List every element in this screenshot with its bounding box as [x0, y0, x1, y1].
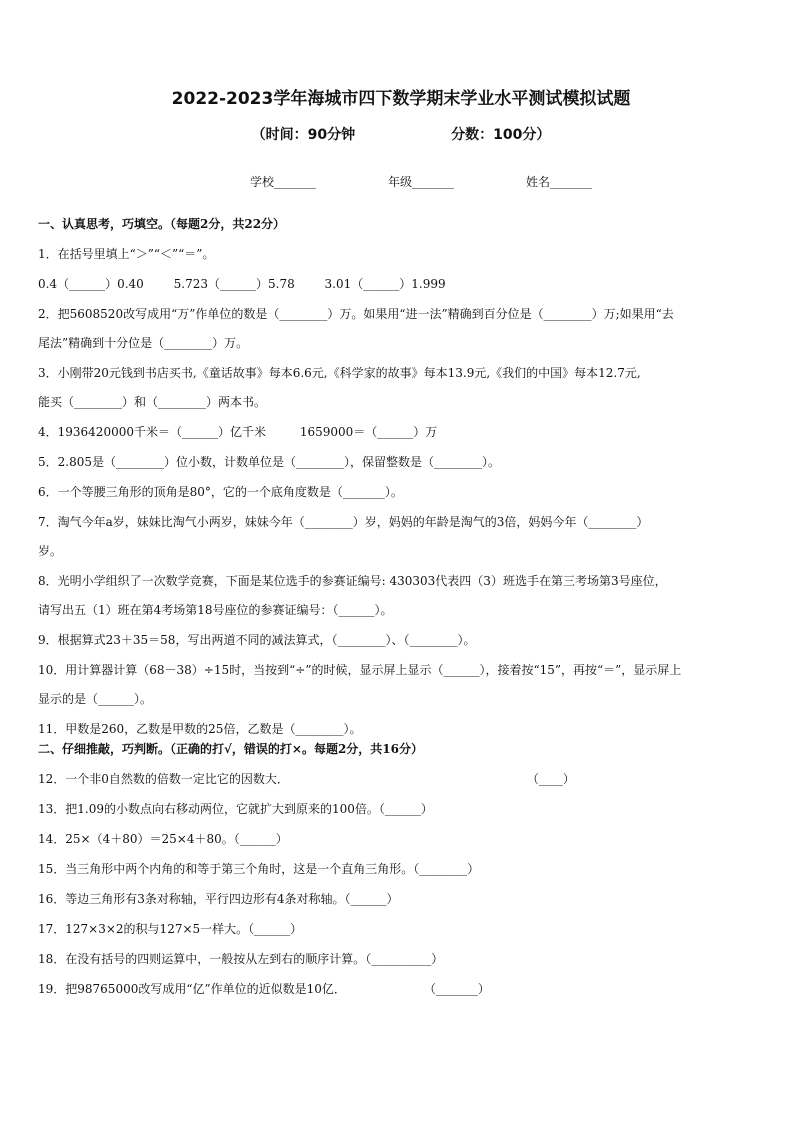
- question-8-line-2: 请写出五（1）班在第4考场第18号座位的参赛证编号：（______）。: [38, 603, 393, 617]
- question-11: 11．甲数是260，乙数是甲数的25倍，乙数是（________）。: [38, 722, 362, 736]
- section-2-heading: 二、仔细推敲，巧判断。（正确的打√，错误的打×。每题2分，共16分）: [38, 742, 423, 756]
- question-2: [38, 306, 764, 351]
- question-12-answer-blank[interactable]: （____）: [532, 772, 575, 786]
- question-14: 14．25×（4＋80）＝25×4＋80。（______）: [38, 832, 288, 846]
- question-17: 17．127×3×2的积与127×5一样大。（______）: [38, 922, 303, 936]
- question-3-line-2: 能买（________）和（________）两本书。: [38, 395, 267, 409]
- question-19-answer-blank[interactable]: （_______）: [429, 982, 490, 996]
- question-10-line-2: 显示的是（______）。: [38, 692, 153, 706]
- student-info-fields: [78, 174, 764, 190]
- exam-subtitle: [38, 126, 764, 144]
- question-1-items: [38, 276, 764, 292]
- question-7-line-1: 7．淘气今年a岁，妹妹比淘气小两岁，妹妹今年（________）岁，妈妈的年龄是淘气的3倍，妈妈今年（________）: [38, 515, 649, 529]
- question-12-text: 12．一个非0自然数的倍数一定比它的因数大．: [38, 772, 289, 786]
- question-19-text: 19．把98765000改写成用“亿”作单位的近似数是10亿．: [38, 982, 346, 996]
- question-4-part-b: 1659000＝（______）万: [299, 425, 438, 439]
- question-16: 16．等边三角形有3条对称轴，平行四边形有4条对称轴。（______）: [38, 892, 399, 906]
- question-5: 5．2.805是（________）位小数，计数单位是（________），保留整数是（________）。: [38, 455, 500, 469]
- question-9: 9．根据算式23＋35＝58，写出两道不同的减法算式，（________）、（________）。: [38, 633, 476, 647]
- question-1-item-c: 3.01（______）1.999: [324, 277, 446, 291]
- question-2-line-1: 2．把5608520改写成用“万”作单位的数是（________）万。如果用“进一法”精确到百分位是（________）万;如果用“去: [38, 307, 674, 321]
- section-1-heading: 一、认真思考，巧填空。（每题2分，共22分）: [38, 217, 286, 231]
- question-8: [38, 573, 764, 618]
- question-1-item-b: 5.723（______）5.78: [173, 277, 295, 291]
- question-13: 13．把1.09的小数点向右移动两位，它就扩大到原来的100倍。（______）: [38, 802, 433, 816]
- question-3: [38, 365, 764, 410]
- question-10-line-1: 10．用计算器计算（68－38）÷15时，当按到“÷”的时候，显示屏上显示（______），接着按“15”，再按“＝”，显示屏上: [38, 663, 682, 677]
- question-7-line-2: 岁。: [38, 544, 63, 558]
- school-field[interactable]: 学校_______: [249, 175, 316, 189]
- question-6: 6．一个等腰三角形的顶角是80°，它的一个底角度数是（_______）。: [38, 485, 403, 499]
- question-8-line-1: 8．光明小学组织了一次数学竞赛，下面是某位选手的参赛证编号: 430303代表四（3）班选手在第三考场第3号座位，: [38, 574, 667, 588]
- question-2-line-2: 尾法”精确到十分位是（________）万。: [38, 336, 249, 350]
- question-12: [38, 771, 764, 787]
- question-15: 15．当三角形中两个内角的和等于第三个角时，这是一个直角三角形。（________）: [38, 862, 480, 876]
- exam-time: （时间：90分钟: [251, 127, 356, 143]
- exam-title: 2022-2023学年海城市四下数学期末学业水平测试模拟试题: [171, 89, 631, 109]
- question-10: [38, 662, 764, 707]
- question-19: [38, 981, 764, 997]
- question-3-line-1: 3．小刚带20元钱到书店买书,《童话故事》每本6.6元,《科学家的故事》每本13.9元,《我们的中国》每本12.7元,: [38, 366, 641, 380]
- question-4: [38, 424, 764, 440]
- question-4-part-a: 4．1936420000千米＝（______）亿千米: [38, 425, 266, 439]
- question-1: 1．在括号里填上“＞”“＜”“＝”。: [38, 247, 215, 261]
- question-18: 18．在没有括号的四则运算中，一般按从左到右的顺序计算。（__________）: [38, 952, 444, 966]
- question-7: [38, 514, 764, 559]
- exam-score: 分数：100分）: [451, 127, 551, 143]
- name-field[interactable]: 姓名_______: [526, 175, 593, 189]
- grade-field[interactable]: 年级_______: [387, 175, 454, 189]
- question-1-item-a: 0.4（______）0.40: [38, 277, 144, 291]
